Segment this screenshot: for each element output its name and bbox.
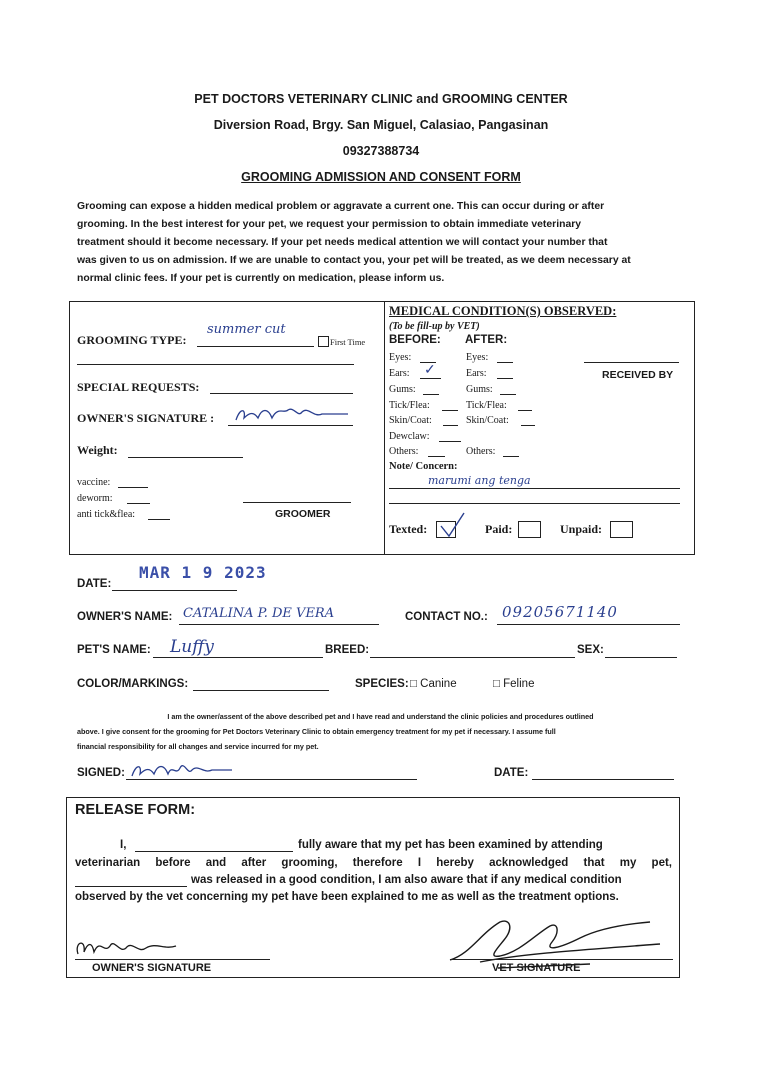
before-ears-check: ✓ bbox=[424, 362, 436, 378]
after-ears-line[interactable] bbox=[497, 378, 513, 379]
before-gums-line[interactable] bbox=[423, 394, 439, 395]
after-eyes: Eyes: bbox=[466, 352, 489, 363]
note-label: Note/ Concern: bbox=[389, 461, 458, 472]
vaccine-line[interactable] bbox=[118, 487, 148, 488]
before-dewclaw: Dewclaw: bbox=[389, 431, 430, 442]
release-text-3: was released in a good condition, I am also aware that if any medical condition bbox=[191, 874, 622, 886]
grooming-extra-line bbox=[77, 364, 354, 365]
after-ears: Ears: bbox=[466, 368, 487, 379]
after-gums: Gums: bbox=[466, 384, 493, 395]
first-time-label: First Time bbox=[330, 337, 366, 347]
before-ears-line[interactable] bbox=[420, 378, 441, 379]
date-stamp: MAR 1 9 2023 bbox=[139, 563, 267, 582]
release-title: RELEASE FORM: bbox=[75, 802, 196, 818]
signed-signature-scribble bbox=[128, 758, 238, 782]
received-by-line[interactable] bbox=[584, 362, 679, 363]
pet-name-value[interactable]: Luffy bbox=[170, 637, 214, 657]
date-line[interactable] bbox=[112, 590, 237, 591]
form-title: GROOMING ADMISSION AND CONSENT FORM bbox=[241, 170, 521, 184]
release-text-i: I, bbox=[120, 839, 127, 851]
before-tick-flea: Tick/Flea: bbox=[389, 400, 430, 411]
owner-signature-label: OWNER'S SIGNATURE : bbox=[77, 411, 215, 425]
clinic-name: PET DOCTORS VETERINARY CLINIC and GROOMING CENTER bbox=[194, 92, 568, 106]
consent-line: financial responsibility for all changes and service incurred for my pet. bbox=[77, 742, 319, 751]
before-others-line[interactable] bbox=[428, 456, 445, 457]
note-line-1[interactable] bbox=[389, 488, 680, 489]
before-skin-coat: Skin/Coat: bbox=[389, 415, 432, 426]
deworm-label: deworm: bbox=[77, 493, 113, 504]
texted-label: Texted: bbox=[389, 522, 428, 536]
intro-line: grooming. In the best interest for your pet, we request your permission to obtain immediate veterinary bbox=[77, 219, 582, 230]
consent-line: I am the owner/assent of the above described pet and I have read and understand the clinic policies and procedures outlined bbox=[167, 712, 594, 721]
intro-line: Grooming can expose a hidden medical problem or aggravate a current one. This can occur during or after bbox=[77, 201, 605, 212]
texted-check-icon bbox=[438, 510, 466, 538]
contact-value[interactable]: 09205671140 bbox=[502, 603, 618, 621]
after-skin-line[interactable] bbox=[521, 425, 535, 426]
medical-subtitle: (To be fill-up by VET) bbox=[389, 321, 480, 332]
release-text-2: veterinarian before and after grooming, therefore I hereby acknowledged that my pet, bbox=[75, 857, 672, 869]
breed-line[interactable] bbox=[370, 657, 575, 658]
breed-label: BREED: bbox=[325, 644, 370, 656]
intro-line: treatment should it become necessary. If your pet needs medical attention we will contact your number that bbox=[77, 237, 608, 248]
groomer-line[interactable] bbox=[243, 502, 351, 503]
vet-signature-line[interactable] bbox=[450, 959, 673, 960]
unpaid-checkbox[interactable] bbox=[610, 521, 633, 538]
release-name-line[interactable] bbox=[135, 851, 293, 852]
before-skin-line[interactable] bbox=[443, 425, 458, 426]
anti-tick-label: anti tick&flea: bbox=[77, 509, 136, 520]
consent-date-label: DATE: bbox=[494, 767, 529, 779]
owner-signature-scribble bbox=[232, 402, 352, 426]
contact-label: CONTACT NO.: bbox=[405, 611, 488, 623]
grooming-type-line bbox=[197, 346, 314, 347]
grooming-type-value[interactable]: summer cut bbox=[207, 322, 286, 337]
paid-label: Paid: bbox=[485, 522, 513, 536]
species-label: SPECIES: bbox=[355, 678, 409, 690]
unpaid-label: Unpaid: bbox=[560, 522, 603, 536]
after-eyes-line[interactable] bbox=[497, 362, 513, 363]
clinic-phone: 09327388734 bbox=[342, 144, 420, 158]
after-gums-line[interactable] bbox=[500, 394, 516, 395]
before-label: BEFORE: bbox=[389, 334, 441, 346]
clinic-address: Diversion Road, Brgy. San Miguel, Calasiao, Pangasinan bbox=[213, 118, 549, 132]
date-label: DATE: bbox=[77, 578, 112, 590]
release-owner-signature-scribble bbox=[72, 934, 182, 962]
special-requests-line[interactable] bbox=[210, 393, 353, 394]
intro-line: normal clinic fees. If your pet is currently on medication, please inform us. bbox=[77, 273, 445, 284]
after-others: Others: bbox=[466, 446, 496, 457]
contact-line[interactable] bbox=[497, 624, 680, 625]
groomer-label: GROOMER bbox=[275, 508, 331, 520]
received-by-label: RECEIVED BY bbox=[602, 369, 674, 381]
after-others-line[interactable] bbox=[503, 456, 519, 457]
release-owner-signature-line[interactable] bbox=[75, 959, 270, 960]
sex-line[interactable] bbox=[605, 657, 677, 658]
species-feline-option[interactable]: □ Feline bbox=[493, 678, 535, 690]
anti-tick-line[interactable] bbox=[148, 519, 170, 520]
medical-title: MEDICAL CONDITION(S) OBSERVED: bbox=[389, 304, 617, 318]
after-tick-flea: Tick/Flea: bbox=[466, 400, 507, 411]
release-text-1: fully aware that my pet has been examined by attending bbox=[298, 839, 603, 851]
consent-paragraph bbox=[77, 709, 684, 754]
color-markings-label: COLOR/MARKINGS: bbox=[77, 678, 189, 690]
release-text-4: observed by the vet concerning my pet have been explained to me as well as the treatment options. bbox=[75, 891, 619, 903]
note-line-2[interactable] bbox=[389, 503, 680, 504]
owner-name-value[interactable]: CATALINA P. DE VERA bbox=[183, 606, 335, 621]
note-value[interactable]: marumi ang tenga bbox=[428, 474, 531, 487]
intro-line: was given to us on admission. If we are unable to contact you, your pet will be treated, as we deem necessary at bbox=[77, 255, 631, 266]
consent-line: above. I give consent for the grooming for Pet Doctors Veterinary Clinic to obtain emergency treatment for my pet if necessary. I assume full bbox=[77, 727, 556, 736]
consent-date-line[interactable] bbox=[532, 779, 674, 780]
first-time-checkbox[interactable] bbox=[318, 336, 329, 347]
after-label: AFTER: bbox=[465, 334, 508, 346]
sex-label: SEX: bbox=[577, 644, 604, 656]
vaccine-label: vaccine: bbox=[77, 477, 111, 488]
box-divider bbox=[384, 301, 385, 555]
owner-name-line[interactable] bbox=[179, 624, 379, 625]
weight-line[interactable] bbox=[128, 457, 243, 458]
intro-paragraph bbox=[77, 198, 684, 288]
signed-label: SIGNED: bbox=[77, 767, 125, 779]
before-ears: Ears: bbox=[389, 368, 410, 379]
color-markings-line[interactable] bbox=[193, 690, 329, 691]
after-tick-line[interactable] bbox=[518, 410, 532, 411]
before-tick-line[interactable] bbox=[442, 410, 458, 411]
before-dewclaw-line[interactable] bbox=[439, 441, 461, 442]
deworm-line[interactable] bbox=[127, 503, 150, 504]
before-others: Others: bbox=[389, 446, 419, 457]
pet-name-label: PET'S NAME: bbox=[77, 644, 151, 656]
grooming-type-label: GROOMING TYPE: bbox=[77, 333, 187, 347]
release-owner-signature-label: OWNER'S SIGNATURE bbox=[92, 962, 212, 974]
owner-name-label: OWNER'S NAME: bbox=[77, 611, 173, 623]
before-gums: Gums: bbox=[389, 384, 416, 395]
paid-checkbox[interactable] bbox=[518, 521, 541, 538]
after-skin-coat: Skin/Coat: bbox=[466, 415, 509, 426]
special-requests-label: SPECIAL REQUESTS: bbox=[77, 380, 200, 394]
before-eyes: Eyes: bbox=[389, 352, 412, 363]
vet-signature-label: VET SIGNATURE bbox=[492, 962, 581, 974]
pet-name-line[interactable] bbox=[153, 657, 323, 658]
weight-label: Weight: bbox=[77, 443, 118, 457]
species-canine-option[interactable]: □ Canine bbox=[410, 678, 457, 690]
release-pet-line[interactable] bbox=[75, 886, 187, 887]
